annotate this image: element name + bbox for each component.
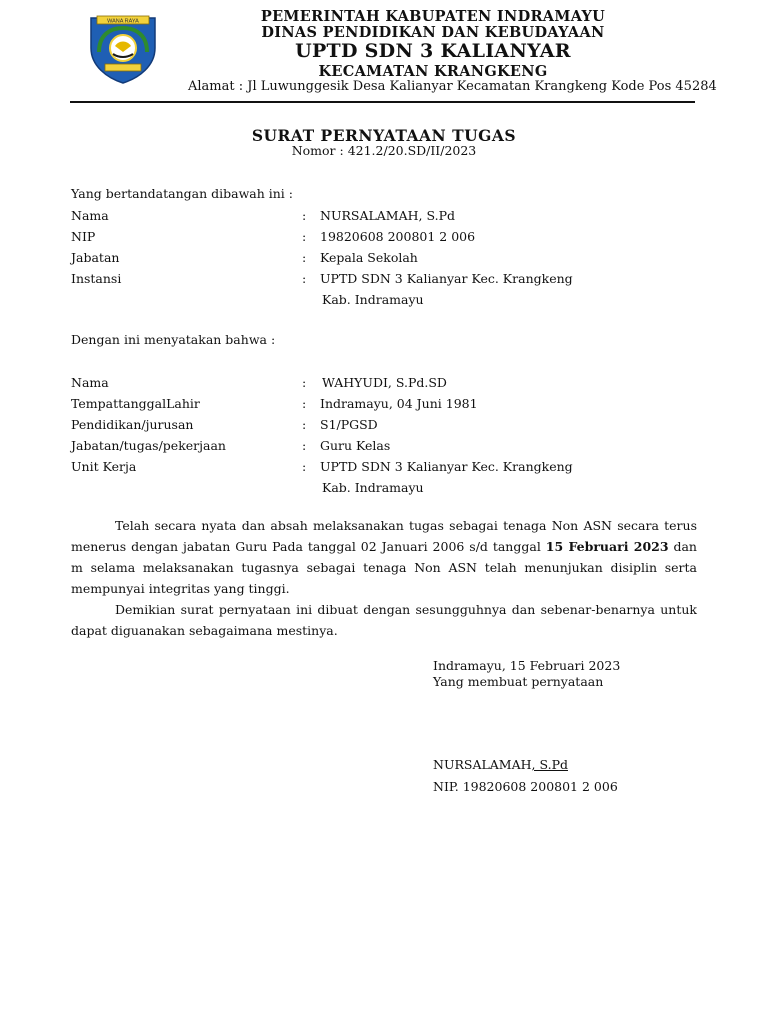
paragraph-text: Telah secara nyata dan absah melaksanakan tugas sebagai tenaga Non ASN secara terus menerus dengan jabatan Guru Pada tanggal 02 Januari 2006 s/d tanggal	[71, 518, 697, 554]
field-colon: :	[302, 271, 307, 286]
signature-name-degree: , S.Pd	[531, 757, 568, 772]
signature-nip: NIP. 19820608 200801 2 006	[433, 779, 618, 794]
field-colon: :	[302, 375, 307, 390]
header-agency: DINAS PENDIDIKAN DAN KEBUDAYAAN	[261, 24, 605, 41]
field-label: Nama	[71, 208, 109, 223]
statement-body	[71, 515, 697, 641]
field-value: NURSALAMAH, S.Pd	[320, 208, 455, 223]
field-label: TempattanggalLahir	[71, 396, 200, 411]
field-label: Pendidikan/jurusan	[71, 417, 194, 432]
intro-subject: Dengan ini menyatakan bahwa :	[71, 332, 276, 347]
field-label: Jabatan/tugas/pekerjaan	[71, 438, 226, 453]
field-label: Nama	[71, 375, 109, 390]
field-value: WAHYUDI, S.Pd.SD	[322, 375, 447, 390]
field-value-continued: Kab. Indramayu	[322, 292, 424, 307]
field-colon: :	[302, 396, 307, 411]
field-colon: :	[302, 229, 307, 244]
field-colon: :	[302, 459, 307, 474]
paragraph-bold-date: 15 Februari 2023	[545, 539, 669, 554]
signature-caption: Yang membuat pernyataan	[433, 674, 604, 689]
header-district: KECAMATAN KRANGKENG	[318, 63, 548, 80]
field-value: Guru Kelas	[320, 438, 391, 453]
signature-place-date: Indramayu, 15 Februari 2023	[433, 658, 621, 673]
signature-name	[433, 757, 568, 772]
field-label: Instansi	[71, 271, 122, 286]
field-label: Unit Kerja	[71, 459, 137, 474]
field-colon: :	[302, 250, 307, 265]
field-value: UPTD SDN 3 Kalianyar Kec. Krangkeng	[320, 459, 573, 474]
document-title: SURAT PERNYATAAN TUGAS	[251, 126, 517, 145]
field-value: Indramayu, 04 Juni 1981	[320, 396, 478, 411]
document-number: Nomor : 421.2/20.SD/II/2023	[291, 143, 477, 158]
logo-banner-text: WANA RAYA	[107, 18, 139, 25]
field-colon: :	[302, 208, 307, 223]
field-value: S1/PGSD	[320, 417, 378, 432]
field-value: 19820608 200801 2 006	[320, 229, 476, 244]
header-address: Alamat : Jl Luwunggesik Desa Kalianyar Kecamatan Krangkeng Kode Pos 45284	[188, 79, 717, 94]
header-government: PEMERINTAH KABUPATEN INDRAMAYU	[260, 8, 606, 25]
header-school: UPTD SDN 3 KALIANYAR	[295, 40, 571, 62]
statement-paragraph-1	[71, 515, 697, 599]
field-colon: :	[302, 417, 307, 432]
field-colon: :	[302, 438, 307, 453]
field-value: UPTD SDN 3 Kalianyar Kec. Krangkeng	[320, 271, 573, 286]
intro-signer: Yang bertandatangan dibawah ini :	[71, 186, 293, 201]
signature-name-main: NURSALAMAH	[433, 757, 532, 772]
field-value-continued: Kab. Indramayu	[322, 480, 424, 495]
statement-paragraph-2: Demikian surat pernyataan ini dibuat dengan sesungguhnya dan sebenar-benarnya untuk dapat diguanakan sebagaimana mestinya.	[71, 602, 697, 638]
field-value: Kepala Sekolah	[320, 250, 418, 265]
paragraph-text: dan m selama melaksanakan tugasnya sebagai tenaga Non ASN telah menunjukan disiplin serta mempunyai integritas yang tinggi.	[71, 539, 697, 596]
letterhead-divider	[70, 101, 695, 103]
field-label: NIP	[71, 229, 96, 244]
field-label: Jabatan	[71, 250, 120, 265]
